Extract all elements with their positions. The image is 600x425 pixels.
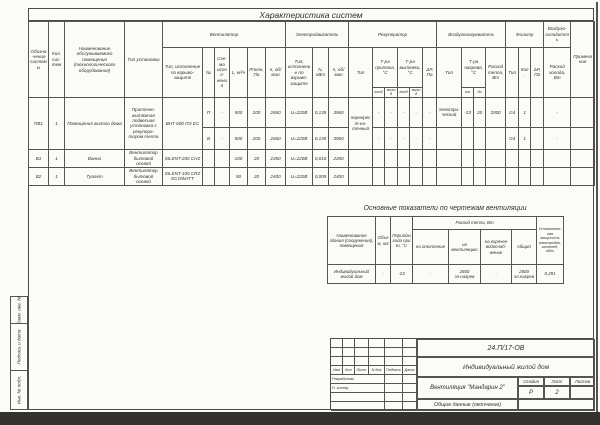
- cell-heater-to: [474, 167, 486, 185]
- cell-scheme: [215, 149, 230, 167]
- cell-motor-rpm: 2400: [329, 167, 349, 185]
- title-block: [330, 338, 594, 410]
- group-motor: Электродвигатель: [286, 22, 349, 48]
- col-recup-type: Тип: [349, 48, 373, 98]
- col-recup-exhaust-temp: Т-ра вытяжки, °С: [398, 48, 423, 88]
- col-filter-dp: ΔР, Па: [531, 48, 544, 98]
- cell-filter-type: G4: [506, 127, 519, 149]
- col-ventilation: на вентиляцию: [449, 230, 481, 265]
- table-row: [29, 149, 595, 167]
- col-motor-rpm: n, об/мин: [329, 48, 349, 98]
- cell-recup-eout: [410, 167, 423, 185]
- col-fan-flow: L, м³/ч: [230, 48, 248, 98]
- cell-recup-ein: [398, 149, 410, 167]
- col-heating: на отопление: [413, 230, 449, 265]
- cell-unit-type: Вентилятор бытовой осевой: [125, 149, 163, 167]
- col-volume: Объем, м3: [376, 217, 391, 265]
- cell-branch: П: [203, 97, 215, 127]
- tb-col-list: Лист: [355, 366, 369, 375]
- col-motor-type: Тип, исполнение по взрыво-защите: [286, 48, 313, 98]
- sheet-name: Общие данные (окончание): [417, 399, 518, 411]
- cell-heater-type: [437, 167, 462, 185]
- cell-motor-type: U=220В: [286, 149, 313, 167]
- cell-qty: 1: [49, 149, 65, 167]
- group-filter: Фильтр: [506, 22, 544, 48]
- cell-heater-type: [437, 127, 462, 149]
- col-fan-rpm: n, об/мин: [266, 48, 286, 98]
- group-recuperator: Рекуператор: [349, 22, 437, 48]
- cell-motor-type: U=220В: [286, 127, 313, 149]
- cell-recup-type: перекрест-но-точный: [349, 97, 373, 149]
- doc-number: 24.П/17-ОВ: [417, 339, 595, 357]
- cell-installed-power: 0,291: [537, 265, 564, 284]
- project-name: Вентиляция "Мандарин 2": [417, 377, 518, 399]
- cell-filter-type: [506, 149, 519, 167]
- cell-pressure: 200: [248, 127, 266, 149]
- cell-period: -23: [391, 265, 413, 284]
- group-cooler: Воздухо-охладитель: [544, 22, 571, 48]
- col-hot-water: на горячее водоснаб-жение: [481, 230, 512, 265]
- cell-motor-power: 0,016: [313, 149, 329, 167]
- cell-rpm: 2350: [266, 149, 286, 167]
- cell-filter-dp: [531, 149, 544, 167]
- col-recup-dp: ΔР, Па: [423, 48, 437, 98]
- cell-pressure: 20: [248, 149, 266, 167]
- cell-cold: -: [544, 127, 571, 149]
- cell-flow: 500: [230, 97, 248, 127]
- cell-motor-power: 0,135: [313, 97, 329, 127]
- group-heater: Воздухонагреватель: [437, 22, 506, 48]
- tb-col-ndok: N док: [369, 366, 385, 375]
- cell-room: Туалет: [65, 167, 125, 185]
- sheet-title: Характеристика систем: [259, 9, 363, 20]
- cell-building-name: Индивидуальный жилой дом: [328, 265, 376, 284]
- cell-heater-heat: [486, 149, 506, 167]
- cell-recup-dp: [423, 167, 437, 185]
- cell-recup-dp: -: [423, 127, 437, 149]
- cell-recup-out: -: [385, 97, 398, 127]
- cell-filter-dp: [531, 127, 544, 149]
- col-fan-type: Тип, исполнение по взрыво-защите: [163, 48, 203, 98]
- stage-label: Стадия: [518, 377, 544, 386]
- cell-recup-dp: [423, 149, 437, 167]
- cell-heater-to: [474, 127, 486, 149]
- cell-flow: 500: [230, 127, 248, 149]
- cell-filter-dp: [531, 97, 544, 127]
- stage-value: Р: [518, 386, 544, 399]
- cell-filter-qty: 1: [519, 97, 531, 127]
- cell-system-id: В1: [29, 149, 49, 167]
- group-fan: Вентилятор: [163, 22, 286, 48]
- cell-system-id: В2: [29, 167, 49, 185]
- cell-heater-from: [462, 149, 474, 167]
- cell-fan-type: SILENT-100 CRZ ECOWATT: [163, 167, 203, 185]
- cell-cold: [544, 167, 571, 185]
- col-filter-qty: Кол.: [519, 48, 531, 98]
- cell-recup-type: [349, 167, 373, 185]
- col-qty: Кол. сис-тем: [49, 22, 65, 98]
- cell-unit-type: Приточно-вытяжная подвесная установка с рекупера-тором тепла: [125, 97, 163, 149]
- cell-ventilation: 2600 эл.нагрев: [449, 265, 481, 284]
- cell-note: [571, 97, 595, 127]
- cell-heater-from: [462, 127, 474, 149]
- cell-heating: -: [413, 265, 449, 284]
- sub-recup-supply-in: вход: [373, 88, 385, 98]
- cell-heater-heat: 2000: [486, 97, 506, 127]
- scan-edge-bottom: [0, 412, 600, 425]
- cell-filter-qty: [519, 167, 531, 185]
- cell-filter-type: G4: [506, 97, 519, 127]
- cell-flow: 100: [230, 149, 248, 167]
- sheet-title-bar: [28, 8, 594, 21]
- cell-recup-in: [373, 149, 385, 167]
- col-room: Наименование обслуживаемого помещения (технологического оборудования): [65, 22, 125, 98]
- group-heat-consumption: Расход тепла, Вт: [413, 217, 537, 230]
- cell-recup-in: -: [373, 97, 385, 127]
- cell-recup-eout: -: [410, 97, 423, 127]
- cell-recup-out: -: [385, 127, 398, 149]
- cell-motor-type: U=220В: [286, 97, 313, 127]
- cell-motor-rpm: 3960: [329, 127, 349, 149]
- scan-edge-right: [596, 2, 598, 412]
- sheet-value: 2: [544, 386, 570, 399]
- cell-filter-qty: [519, 149, 531, 167]
- cell-recup-in: [373, 167, 385, 185]
- cell-heater-type: Электри-ческий: [437, 97, 462, 127]
- sub-heater-to: до: [474, 88, 486, 98]
- cell-motor-rpm: 3960: [329, 97, 349, 127]
- cell-heater-type: [437, 149, 462, 167]
- cell-motor-power: 0,005: [313, 167, 329, 185]
- cell-recup-ein: [398, 167, 410, 185]
- cell-unit-type: Вентилятор бытовой осевой: [125, 167, 163, 185]
- col-building-name: Наименование здания (сооружения), помещения: [328, 217, 376, 265]
- cell-total: 2600 эл.нагрев: [512, 265, 537, 284]
- col-heater-type: Тип: [437, 48, 462, 98]
- col-period: Периоды года при tн, °С: [391, 217, 413, 265]
- tb-col-podpis: Подпись: [385, 366, 403, 375]
- cell-scheme: -: [215, 97, 230, 127]
- col-total: общий: [512, 230, 537, 265]
- cell-system-id: ПВ1: [29, 97, 49, 149]
- col-filter-type: Тип: [506, 48, 519, 98]
- cell-filter-qty: 1: [519, 127, 531, 149]
- cell-filter-dp: [531, 167, 544, 185]
- col-motor-power: N, кВт: [313, 48, 329, 98]
- cell-recup-ein: -: [398, 97, 410, 127]
- side-box-inv-podl: Инв. № подл.: [10, 370, 28, 410]
- cell-rpm: 2660: [266, 127, 286, 149]
- tb-role-developer: Разработал: [331, 375, 385, 384]
- cell-cold: -: [544, 97, 571, 127]
- col-unit-type: Тип установки: [125, 22, 163, 98]
- cell-note: [571, 167, 595, 185]
- cell-note: [571, 127, 595, 149]
- sheets-value: [570, 386, 595, 399]
- sub-recup-exhaust-in: вход: [398, 88, 410, 98]
- side-box-podpis-data: Подпись и дата: [10, 323, 28, 371]
- tb-col-data: Дата: [403, 366, 417, 375]
- sub-heater-from: от: [462, 88, 474, 98]
- cell-cold: [544, 149, 571, 167]
- cell-heater-from: -23: [462, 97, 474, 127]
- cell-branch: В: [203, 127, 215, 149]
- cell-room: Ванна: [65, 149, 125, 167]
- title-block-revision-grid: [331, 339, 417, 411]
- object-name: Индивидуальный жилой дом: [417, 357, 595, 377]
- indicators-table: [327, 216, 564, 284]
- col-installed-power: Установлен-ная мощность электродви-гателей, кВт: [537, 217, 564, 265]
- cell-flow: 50: [230, 167, 248, 185]
- col-fan-scheme: Схе-ма испол-нения: [215, 48, 230, 98]
- cell-pressure: 200: [248, 97, 266, 127]
- table-row: [29, 97, 595, 127]
- cell-motor-power: 0,135: [313, 127, 329, 149]
- cell-heater-to: 20: [474, 97, 486, 127]
- table-row: [328, 265, 564, 284]
- cell-recup-eout: -: [410, 127, 423, 149]
- sub-recup-exhaust-out: выход: [410, 88, 423, 98]
- sheet-label: Лист: [544, 377, 570, 386]
- col-note: Примечание: [571, 22, 595, 98]
- cell-heater-heat: [486, 127, 506, 149]
- tb-role-ncontrol: Н. контр.: [331, 384, 385, 393]
- cell-branch: [203, 167, 215, 185]
- tb-col-kol: Кол: [343, 366, 355, 375]
- cell-rpm: 2660: [266, 97, 286, 127]
- col-heater-heat: Расход тепла, Вт: [486, 48, 506, 98]
- indicators-title: Основные показатели по чертежам вентиляции: [363, 205, 527, 212]
- cell-qty: 1: [49, 97, 65, 149]
- cell-hot-water: -: [481, 265, 512, 284]
- sub-recup-supply-out: выход: [385, 88, 398, 98]
- cell-recup-out: [385, 167, 398, 185]
- cell-heater-heat: [486, 167, 506, 185]
- org-cell: [518, 399, 595, 411]
- cell-qty: 1: [49, 167, 65, 185]
- cell-volume: -: [376, 265, 391, 284]
- cell-rpm: 2400: [266, 167, 286, 185]
- cell-room: Помещения жилого дома: [65, 97, 125, 149]
- cell-heater-to: [474, 149, 486, 167]
- side-box-vzam-inv: Взам. инв. №: [10, 296, 28, 324]
- cell-recup-in: -: [373, 127, 385, 149]
- col-cooler-cold: Расход холода, Вт: [544, 48, 571, 98]
- cell-fan-type: SILENT-200 CHZ: [163, 149, 203, 167]
- cell-recup-eout: [410, 149, 423, 167]
- col-heater-temp: Т-ра нагрева, °С: [462, 48, 486, 88]
- cell-scheme: [215, 167, 230, 185]
- col-recup-supply-temp: Т-ра притока, °С: [373, 48, 398, 88]
- cell-recup-type: [349, 149, 373, 167]
- cell-motor-rpm: 2350: [329, 149, 349, 167]
- cell-recup-out: [385, 149, 398, 167]
- sheets-label: Листов: [570, 377, 595, 386]
- cell-fan-type: ВНТ 600 ПЭ ЕС: [163, 97, 203, 149]
- col-system-id: Обозна-чение системы: [29, 22, 49, 98]
- table-row: [29, 167, 595, 185]
- cell-branch: [203, 149, 215, 167]
- cell-scheme: -: [215, 127, 230, 149]
- tb-col-izm: Изм: [331, 366, 343, 375]
- col-fan-pressure: Рполн, Па: [248, 48, 266, 98]
- cell-pressure: 20: [248, 167, 266, 185]
- cell-heater-from: [462, 167, 474, 185]
- cell-note: [571, 149, 595, 167]
- cell-recup-ein: -: [398, 127, 410, 149]
- col-fan-no: №: [203, 48, 215, 98]
- cell-filter-type: [506, 167, 519, 185]
- cell-recup-dp: -: [423, 97, 437, 127]
- systems-table: [28, 21, 595, 186]
- cell-motor-type: U=220В: [286, 167, 313, 185]
